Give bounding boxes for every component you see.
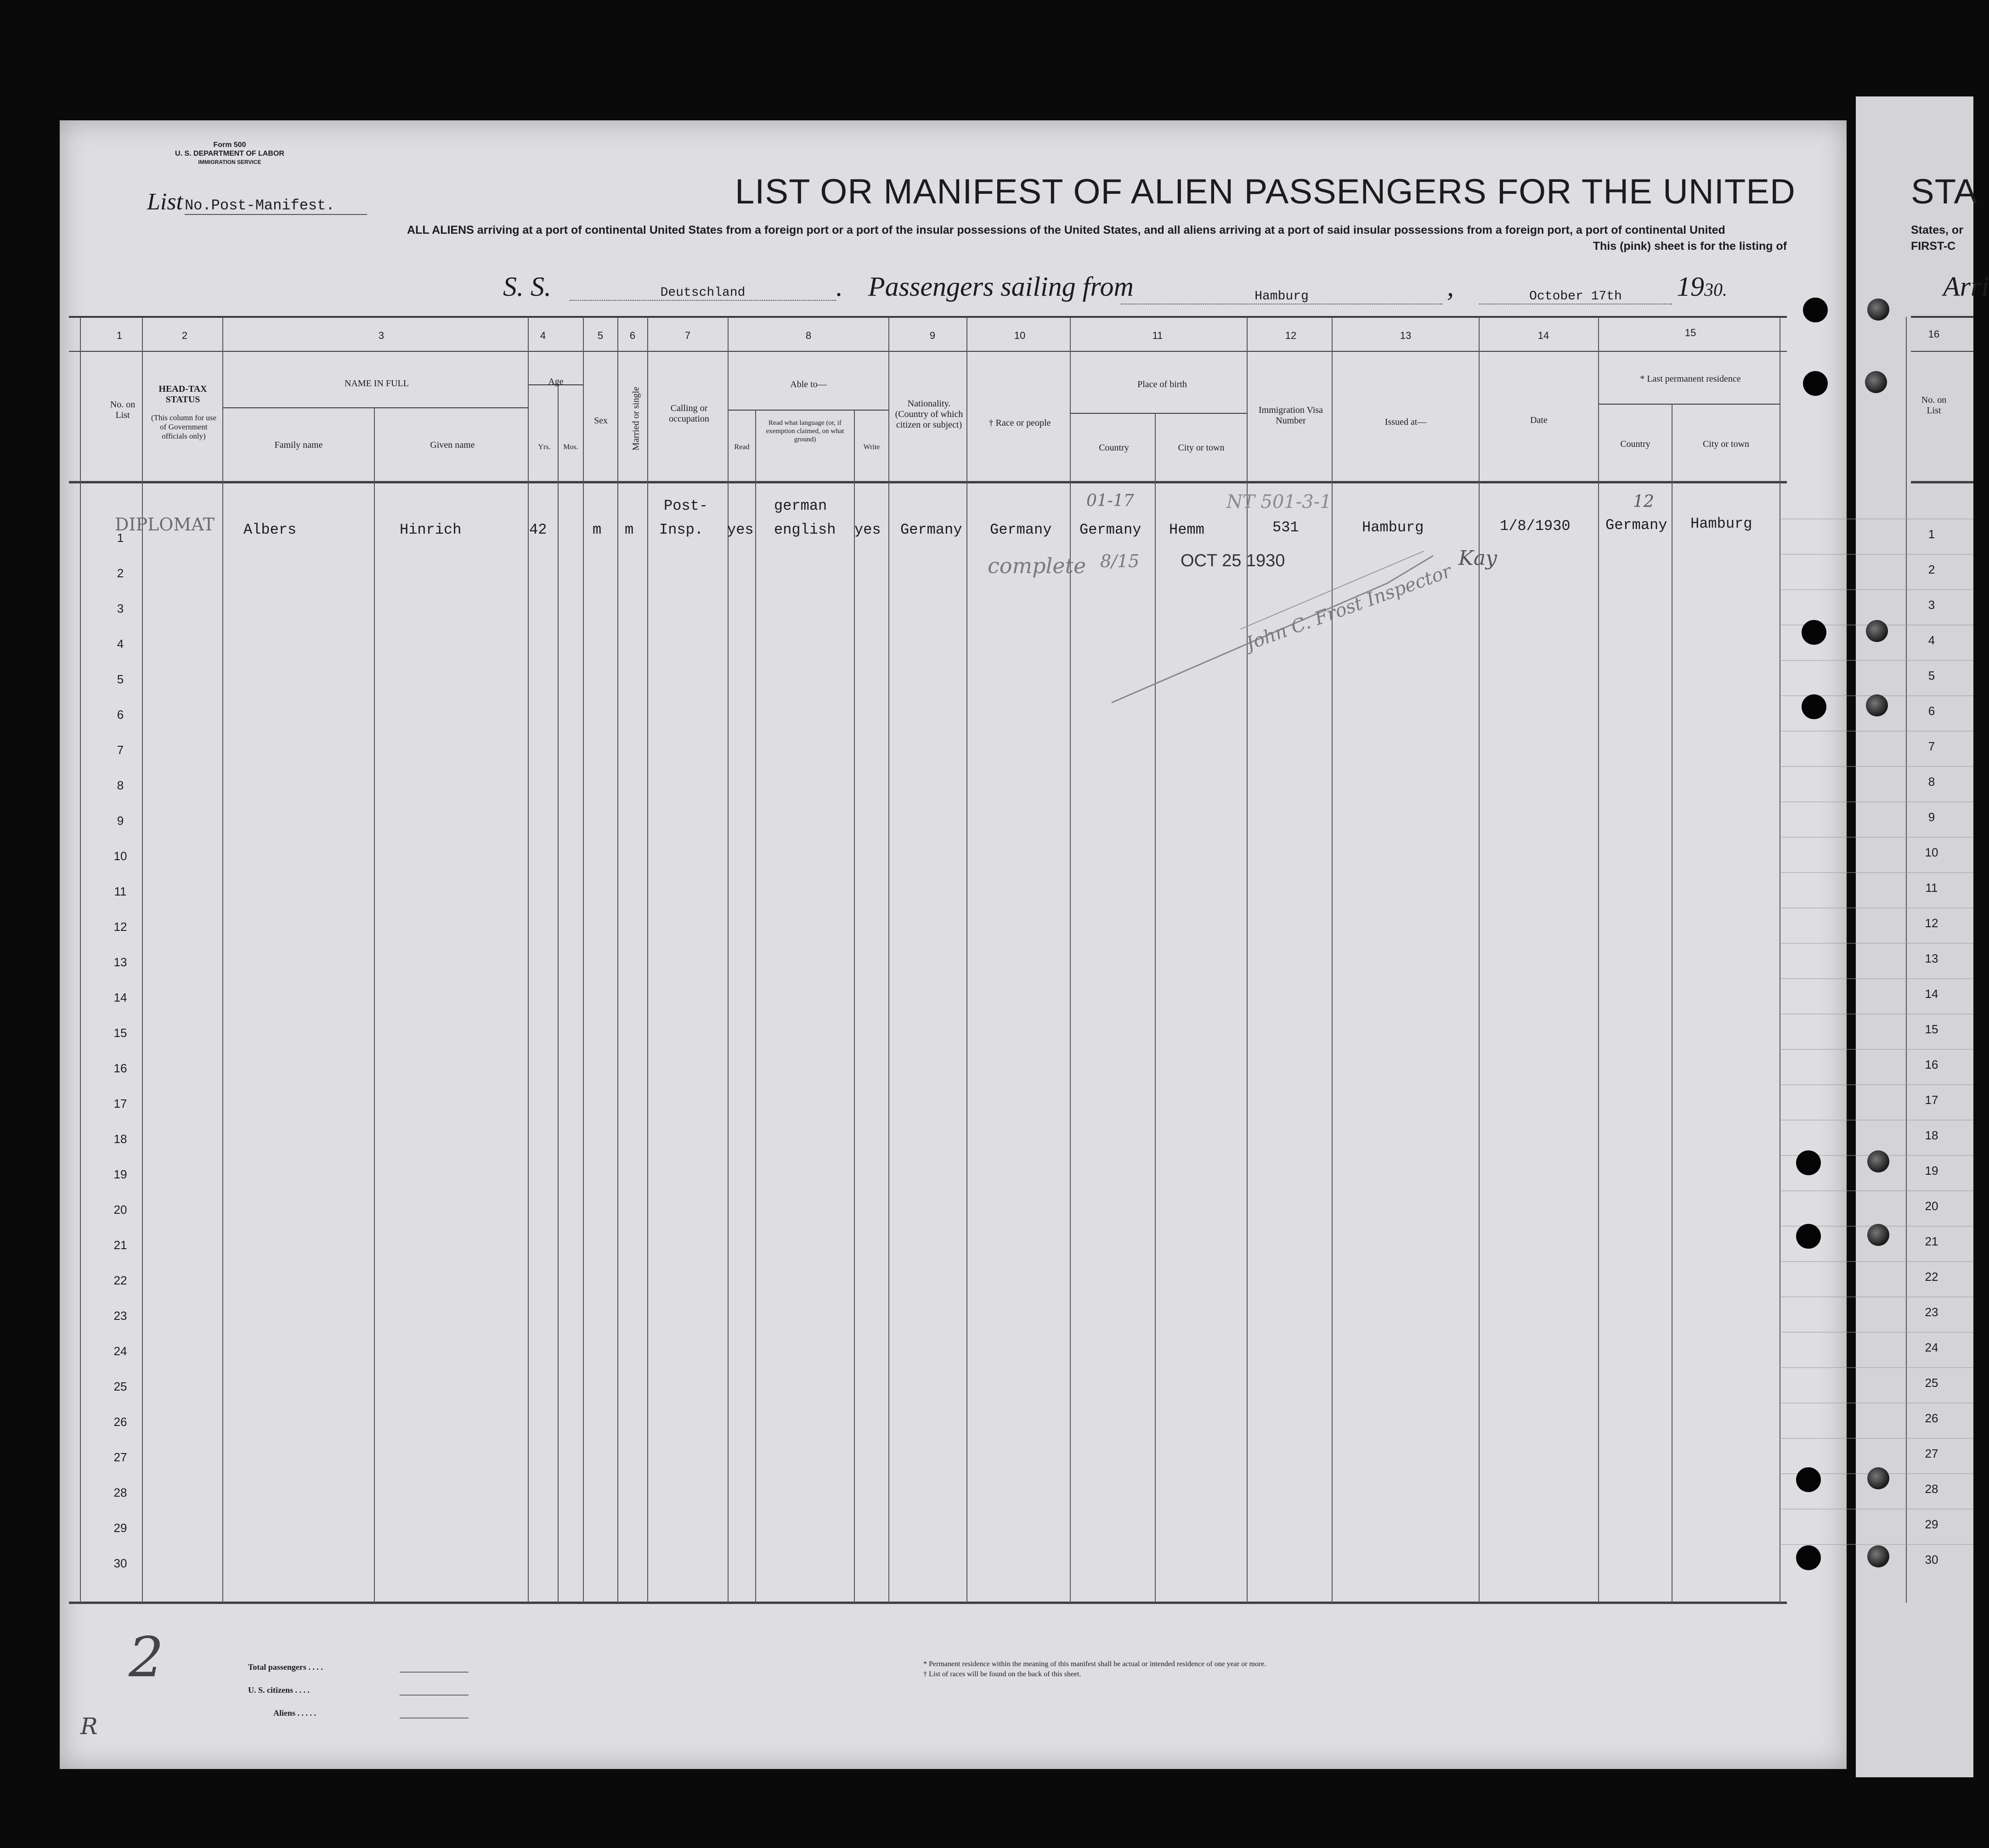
hdr-married: Married or single [631, 387, 641, 451]
col-num-2: 2 [181, 330, 188, 341]
comma: , [1447, 271, 1454, 302]
col-num-1: 1 [116, 330, 123, 341]
row-number: 13 [1925, 952, 1938, 965]
row-number: 9 [117, 814, 124, 828]
nationality-value: Germany [900, 521, 962, 538]
hdr-last-residence: * Last permanent residence [1640, 374, 1741, 384]
head-tax-status: DIPLOMAT [115, 514, 215, 535]
row-number: 18 [113, 1132, 127, 1146]
row-number: 25 [1925, 1376, 1938, 1390]
hdr-read-language: Read what language (or, if exemption claimed, on what ground) [766, 419, 844, 443]
hdr-place-of-birth: Place of birth [1137, 379, 1187, 389]
hdr-mos: Mos. [563, 443, 578, 451]
row-number: 15 [113, 1026, 127, 1040]
row-number: 2 [117, 566, 124, 580]
age-years: 42 [529, 521, 547, 538]
row-number: 19 [113, 1167, 127, 1181]
row-number: 24 [113, 1344, 127, 1358]
hdr-race: † Race or people [989, 418, 1051, 428]
punch-hole [1796, 1150, 1821, 1175]
row-number: 6 [1928, 704, 1935, 718]
col-num-5: 5 [597, 330, 604, 341]
form-number: Form 500 [213, 141, 246, 149]
punch-hole [1866, 620, 1888, 642]
col-num-10: 10 [1014, 330, 1026, 341]
hand-note-complete: complete [988, 553, 1086, 578]
next-sheet-arrival: Arri [1943, 271, 1989, 302]
row-number: 7 [117, 743, 124, 757]
next-sheet-line2: FIRST-C [1911, 240, 1956, 253]
row-number: 29 [1925, 1517, 1938, 1531]
total-passengers-label: Total passengers . . . . [248, 1662, 323, 1672]
hand-number: 2 [129, 1626, 164, 1690]
race-value: Germany [990, 521, 1052, 538]
visa-number-value: 531 [1272, 519, 1299, 536]
hdr-res-city: City or town [1702, 439, 1750, 449]
row-number: 11 [114, 885, 127, 898]
row-number: 6 [117, 708, 124, 721]
row-number: 28 [1925, 1482, 1938, 1496]
inspector-signature: John C. Frost Inspector [1243, 560, 1454, 655]
punch-hole [1796, 1467, 1821, 1492]
next-sheet-title: STA [1911, 172, 1978, 211]
row-number: 20 [113, 1203, 127, 1217]
col-num-4: 4 [540, 330, 546, 341]
row-number: 30 [1925, 1553, 1938, 1566]
row-number: 20 [1925, 1199, 1938, 1213]
res-city-value: Hamburg [1690, 515, 1752, 532]
subtitle-line1: ALL ALIENS arriving at a port of continental United States from a foreign port or a port of the insular possessions of the United States, and all aliens arriving at a port of said insular possessions from a foreign port, a port of continental United [407, 224, 1725, 237]
form-department: U. S. DEPARTMENT OF LABOR [175, 150, 284, 158]
row-number: 14 [1925, 987, 1938, 1001]
row-number: 1 [117, 531, 124, 545]
birth-country-value: Germany [1079, 521, 1141, 538]
hdr-calling: Calling or occupation [669, 403, 709, 424]
col-num-6: 6 [629, 330, 636, 341]
date-stamp: OCT 25 1930 [1181, 551, 1285, 570]
family-name: Albers [243, 521, 297, 538]
issued-at-value: Hamburg [1362, 519, 1424, 536]
can-read: yes [727, 521, 754, 538]
punch-hole [1865, 371, 1887, 393]
hdr-family-name: Family name [274, 440, 323, 450]
row-number: 19 [1925, 1164, 1938, 1178]
col-num-15: 15 [1684, 327, 1696, 338]
col-num-9: 9 [929, 330, 936, 341]
hdr-read: Read [734, 443, 750, 451]
hdr-age: Age [548, 377, 564, 387]
row-number: 26 [113, 1415, 127, 1429]
hdr-able-to: Able to— [790, 379, 827, 389]
language-line1: german [774, 497, 827, 514]
row-number: 8 [117, 778, 124, 792]
list-number-value: No.Post-Manifest. [185, 197, 367, 215]
row-number: 16 [113, 1061, 127, 1075]
row-number: 13 [113, 955, 127, 969]
total-passengers-line [400, 1672, 469, 1673]
row-numbers-left [107, 520, 134, 1581]
can-write: yes [854, 521, 881, 538]
next-sheet-line1: States, or [1911, 224, 1963, 237]
birth-city-value: Hemm [1169, 521, 1204, 538]
punch-hole [1867, 1150, 1889, 1172]
hand-note-birth: 01-17 [1086, 491, 1134, 510]
year-prefix: 19 [1677, 271, 1704, 302]
row-number: 30 [113, 1556, 127, 1570]
punch-hole [1867, 1545, 1889, 1567]
row-number: 15 [1925, 1022, 1938, 1036]
hdr-issued-at: Issued at— [1384, 417, 1427, 427]
row-number: 4 [1928, 633, 1935, 647]
res-country-value: Germany [1605, 517, 1667, 534]
punch-hole [1796, 1545, 1821, 1570]
hdr-res-country: Country [1620, 439, 1650, 449]
punch-hole [1796, 1224, 1821, 1249]
row-number: 23 [113, 1309, 127, 1323]
row-number: 14 [113, 991, 127, 1004]
row-number: 22 [1925, 1270, 1938, 1284]
row-number: 3 [1928, 598, 1935, 612]
row-numbers-right [1918, 517, 1945, 1578]
row-number: 10 [1925, 845, 1938, 859]
col-num-7: 7 [684, 330, 691, 341]
hdr-write: Write [863, 443, 880, 451]
given-name: Hinrich [400, 521, 462, 538]
row-number: 24 [1925, 1341, 1938, 1354]
hand-note-date: Kay [1458, 547, 1497, 570]
row-number: 2 [1928, 563, 1935, 576]
page-title: LIST OR MANIFEST OF ALIEN PASSENGERS FOR THE UNITED [735, 172, 1796, 211]
row-number: 26 [1925, 1411, 1938, 1425]
hdr-yrs: Yrs. [538, 443, 551, 451]
row-number: 16 [1925, 1058, 1938, 1071]
hand-letter: R [80, 1713, 98, 1740]
dot: . [836, 271, 843, 302]
hdr-date: Date [1530, 415, 1548, 425]
hdr-nationality: Nationality. (Country of which citizen or subject) [895, 399, 963, 430]
list-label: List [147, 189, 183, 215]
row-number: 5 [1928, 669, 1935, 682]
ship-name: Deutschland [570, 286, 836, 301]
row-number: 7 [1928, 739, 1935, 753]
occupation-line1: Post- [664, 497, 708, 514]
row-number: 11 [1925, 881, 1938, 895]
hand-note-residence: 12 [1633, 492, 1654, 511]
row-number: 17 [113, 1097, 127, 1110]
hand-note-visa: NT 501-3-1 [1226, 491, 1332, 513]
ss-label: S. S. [503, 271, 551, 302]
row-number: 8 [1928, 775, 1935, 789]
row-number: 27 [1925, 1447, 1938, 1460]
row-number: 18 [1925, 1128, 1938, 1142]
married-value: m [625, 521, 634, 538]
col-num-13: 13 [1400, 330, 1412, 341]
row-number: 4 [117, 637, 124, 651]
row-number: 25 [113, 1380, 127, 1393]
visa-date-value: 1/8/1930 [1500, 518, 1571, 535]
row-number: 5 [117, 672, 124, 686]
hdr-sex: Sex [594, 416, 608, 426]
departure-port: Hamburg [1121, 289, 1442, 304]
hdr-birth-city: City or town [1178, 443, 1225, 453]
row-number: 12 [113, 920, 127, 934]
punch-hole [1866, 694, 1888, 716]
aliens-label: Aliens . . . . . [273, 1708, 316, 1718]
punch-hole [1867, 1224, 1889, 1246]
language-line2: english [774, 521, 836, 538]
punch-hole [1802, 620, 1826, 645]
col-num-11: 11 [1152, 330, 1163, 341]
row-number: 3 [117, 602, 124, 615]
row-number: 1 [1928, 527, 1935, 541]
row-number: 17 [1925, 1093, 1938, 1107]
year-suffix: 30. [1704, 279, 1727, 300]
occupation-line2: Insp. [659, 521, 704, 538]
punch-hole [1803, 298, 1828, 322]
hdr-given-name: Given name [430, 440, 475, 450]
hdr-head-tax: HEAD-TAX STATUS [158, 384, 207, 405]
col-num-12: 12 [1285, 330, 1297, 341]
punch-hole [1867, 299, 1889, 321]
sex-value: m [593, 521, 602, 538]
hdr-head-tax-note: (This column for use of Government officials only) [151, 413, 217, 440]
row-number: 28 [113, 1486, 127, 1499]
row-number: 21 [113, 1238, 127, 1252]
form-service: IMMIGRATION SERVICE [198, 159, 261, 165]
next-sheet-col-label: No. on List [1921, 395, 1947, 416]
sailing-date: October 17th [1479, 289, 1672, 304]
row-number: 22 [113, 1273, 127, 1287]
footnote-races: † List of races will be found on the back of this sheet. [923, 1670, 1081, 1678]
punch-hole [1867, 1467, 1889, 1489]
row-number: 12 [1925, 916, 1938, 930]
row-number: 9 [1928, 810, 1935, 824]
col-num-3: 3 [378, 330, 384, 341]
hdr-birth-country: Country [1099, 443, 1129, 453]
row-number: 29 [113, 1521, 127, 1535]
punch-hole [1803, 371, 1828, 396]
row-number: 21 [1925, 1234, 1938, 1248]
hand-note-fraction: 8/15 [1100, 551, 1140, 571]
col-num-14: 14 [1537, 330, 1549, 341]
us-citizens-line [400, 1695, 469, 1696]
row-number: 23 [1925, 1305, 1938, 1319]
footnote-residence: * Permanent residence within the meaning of this manifest shall be actual or intended residence of one year or more. [923, 1660, 1266, 1668]
us-citizens-label: U. S. citizens . . . . [248, 1685, 310, 1695]
passengers-label: Passengers sailing from [868, 271, 1134, 302]
hdr-no-on-list: No. on List [110, 400, 136, 420]
subtitle-line2: This (pink) sheet is for the listing of [1593, 240, 1787, 253]
hdr-name-in-full: NAME IN FULL [345, 378, 409, 389]
next-sheet-col-num: 16 [1928, 328, 1940, 340]
row-number: 10 [113, 849, 127, 863]
hdr-visa-number: Immigration Visa Number [1258, 405, 1323, 426]
punch-hole [1802, 694, 1826, 719]
row-number: 27 [113, 1450, 127, 1464]
col-num-8: 8 [805, 330, 812, 341]
